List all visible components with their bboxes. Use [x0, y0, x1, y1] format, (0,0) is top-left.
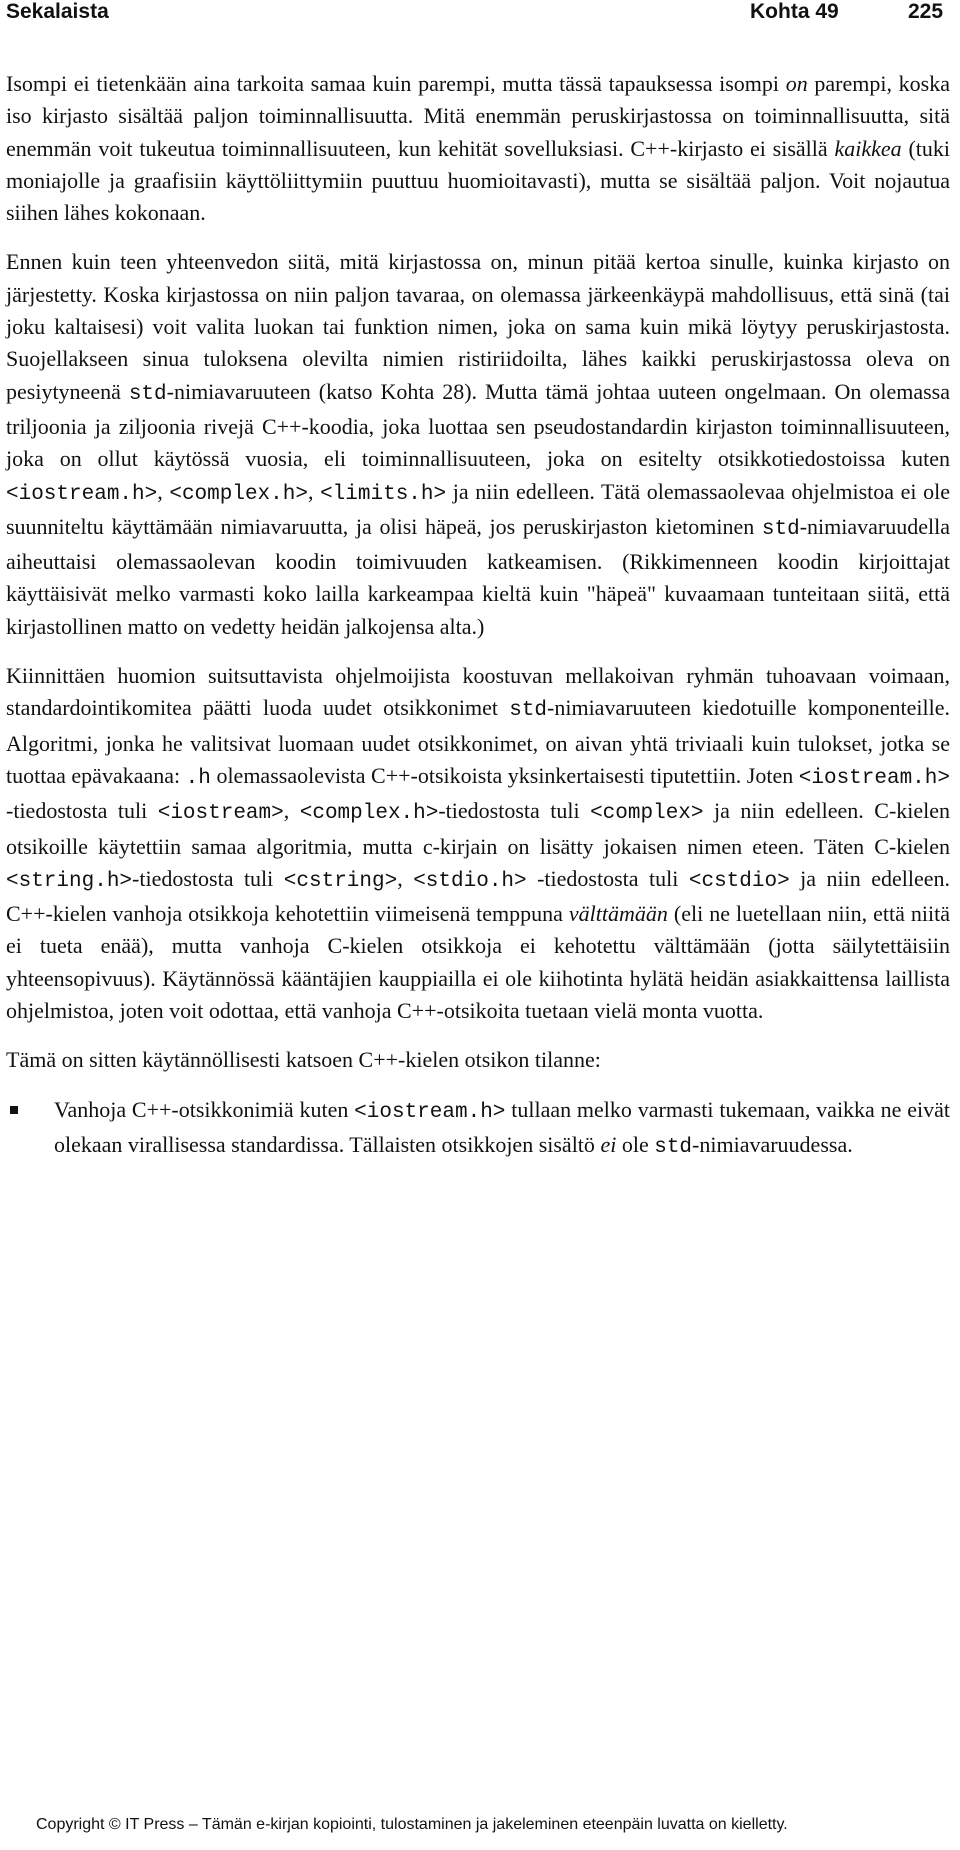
- code-text: .h: [185, 766, 211, 790]
- code-text: std: [654, 1135, 693, 1159]
- code-text: <limits.h>: [320, 482, 447, 506]
- text-run: -nimiavaruuteen (katso Kohta 28). Mutta tämä johtaa uuteen ongelmaan. On olemassa triljoonia ja ziljoonia rivejä C++-koodia, joka luottaa sen pseudostandardin kirjaston toiminnallisuuteen, joka on ollut käytössä vuosia, eli toiminnallisuuteen, joka on esitelty otsikkotiedostoissa kuten: [6, 378, 950, 472]
- paragraph: [6, 246, 950, 643]
- code-text: <stdio.h>: [413, 869, 527, 893]
- body-text: [6, 68, 950, 1164]
- emphasis-text: ei: [600, 1131, 617, 1157]
- text-run: Vanhoja C++-otsikkonimiä kuten: [54, 1096, 355, 1122]
- text-run: parempi, koska iso kirjasto sisältää paljon toiminnallisuutta. Mitä enemmän peruskirjastossa on toiminnallisuutta, sitä enemmän voit tukeutua toiminnallisuuteen, kun kehität sovelluksiasi. C++-kirjasto ei sisällä: [6, 71, 951, 161]
- section-title: Sekalaista: [6, 0, 109, 23]
- bullet-list: [6, 1094, 950, 1165]
- paragraph: [6, 68, 950, 229]
- text-run: ja niin edelleen. C++-kielen vanhoja otsikkoja kehotettiin viimeisenä temppuna: [6, 865, 951, 927]
- text-run: Tämä on sitten käytännöllisesti katsoen C++-kielen otsikon tilanne:: [6, 1047, 601, 1073]
- code-text: <iostream.h>: [798, 766, 950, 790]
- page-number: 225: [908, 0, 944, 23]
- code-text: std: [509, 699, 548, 723]
- text-run: Kiinnittäen huomion suitsuttavista ohjelmoijista koostuvan mellakoivan ryhmän tuhoavaan voimaan, standardointikomitea päätti luoda uudet otsikkonimet: [6, 663, 950, 721]
- code-text: <iostream.h>: [354, 1100, 506, 1124]
- emphasis-text: välttämään: [568, 901, 668, 927]
- code-text: std: [761, 517, 800, 541]
- code-text: <complex.h>: [169, 482, 308, 506]
- code-text: <complex>: [590, 802, 704, 826]
- text-run: -nimiavaruudella aiheuttaisi olemassaolevan koodin toimivuuden katkeamisen. (Rikkimenneen koodin kirjoittajat käyttäisivät melko varmasti koko lailla karkeampaa kieltä kuin "häpeä" kuvaamaan tunteitaan siitä, että kirjastollinen matto on vedetty heidän jalkojensa alta.): [6, 513, 950, 639]
- text-run: ,: [157, 478, 170, 504]
- text-run: -nimiavaruudessa.: [692, 1131, 853, 1157]
- text-run: olemassaolevista C++-otsikoista yksinkertaisesti tiputettiin. Joten: [210, 762, 799, 788]
- paragraph: [6, 1044, 950, 1076]
- emphasis-text: on: [785, 71, 808, 96]
- text-run: -nimiavaruuteen kiedotuille komponenteille. Algoritmi, jonka he valitsivat luomaan uudet otsikkonimet, on aivan yhtä triviaali kuin tulokset, jotka se tuottaa epävakaana:: [6, 695, 951, 788]
- text-run: Isompi ei tietenkään aina tarkoita samaa kuin parempi, mutta tässä tapauksessa isompi: [6, 71, 786, 96]
- text-run: Ennen kuin teen yhteenvedon siitä, mitä kirjastossa on, minun pitää kertoa sinulle, kuinka kirjasto on järjestetty. Koska kirjastossa on niin paljon tavaraa, on olemassa järkeenkäypä mahdollisuus, että sinä (tai joku kaltaisesi) voit valita luokan tai funktion nimen, joka on sama kuin mikä löytyy peruskirjastosta. Suojellakseen sinua tuloksena olevilta nimien ristiriidoilta, lähes kaikki peruskirjastossa oleva on pesiytyneenä: [6, 249, 950, 404]
- code-text: <iostream.h>: [6, 482, 158, 506]
- text-run: ja niin edelleen. Tätä olemassaolevaa ohjelmistoa ei ole suunniteltu käyttämään nimiavaruutta, ja olisi häpeä, jos peruskirjaston kietominen: [6, 478, 950, 539]
- code-text: <cstring>: [283, 869, 398, 893]
- text-run: -tiedostosta tuli: [6, 798, 158, 824]
- text-run: tullaan melko varmasti tukemaan, vaikka ne eivät olekaan virallisessa standardissa. Tällaisten otsikkojen sisältö: [54, 1096, 951, 1157]
- code-text: std: [128, 382, 167, 406]
- chapter-label: Kohta 49: [750, 0, 839, 23]
- text-run: ,: [397, 865, 414, 891]
- code-text: <cstdio>: [688, 869, 790, 893]
- text-run: -tiedostosta tuli: [526, 865, 689, 891]
- text-run: ja niin edelleen. C-kielen otsikoille käytettiin samaa algoritmia, mutta c-kirjain on lisätty jokaisen nimen eteen. Täten C-kielen: [6, 798, 951, 859]
- text-run: ,: [283, 798, 300, 824]
- bullet-item: [6, 1094, 950, 1165]
- page-header: [0, 0, 960, 30]
- text-run: -tiedostosta tuli: [438, 798, 591, 824]
- code-text: <string.h>: [6, 869, 133, 893]
- text-run: ole: [616, 1131, 655, 1157]
- text-run: ,: [307, 478, 321, 504]
- text-run: -tiedostosta tuli: [132, 865, 284, 891]
- text-run: (tuki moniajolle ja graafisiin käyttöliittymiin puuttuu huomioitavasti), mutta se sisältää paljon. Voit nojautua siihen lähes kokonaan.: [6, 135, 950, 226]
- code-text: <iostream>: [157, 802, 284, 826]
- copyright-notice: Copyright © IT Press – Tämän e-kirjan kopiointi, tulostaminen ja jakeleminen eteenpäin luvatta on kielletty.: [36, 1816, 788, 1833]
- emphasis-text: kaikkea: [834, 135, 902, 161]
- code-text: <complex.h>: [299, 802, 439, 826]
- text-run: (eli ne luetellaan niin, että niitä ei tueta enää), mutta vanhoja C-kielen otsikkoja ei kehotettu välttämään (jotta säilytettäisiin yhteensopivuus). Käytännössä kääntäjien kauppiailla ei ole kiihotinta hylätä heidän asiakkaittensa laillista ohjelmistoa, joten voit odottaa, että vanhoja C++-otsikoita tuetaan vielä monta vuotta.: [6, 901, 950, 1024]
- paragraph: [6, 660, 950, 1027]
